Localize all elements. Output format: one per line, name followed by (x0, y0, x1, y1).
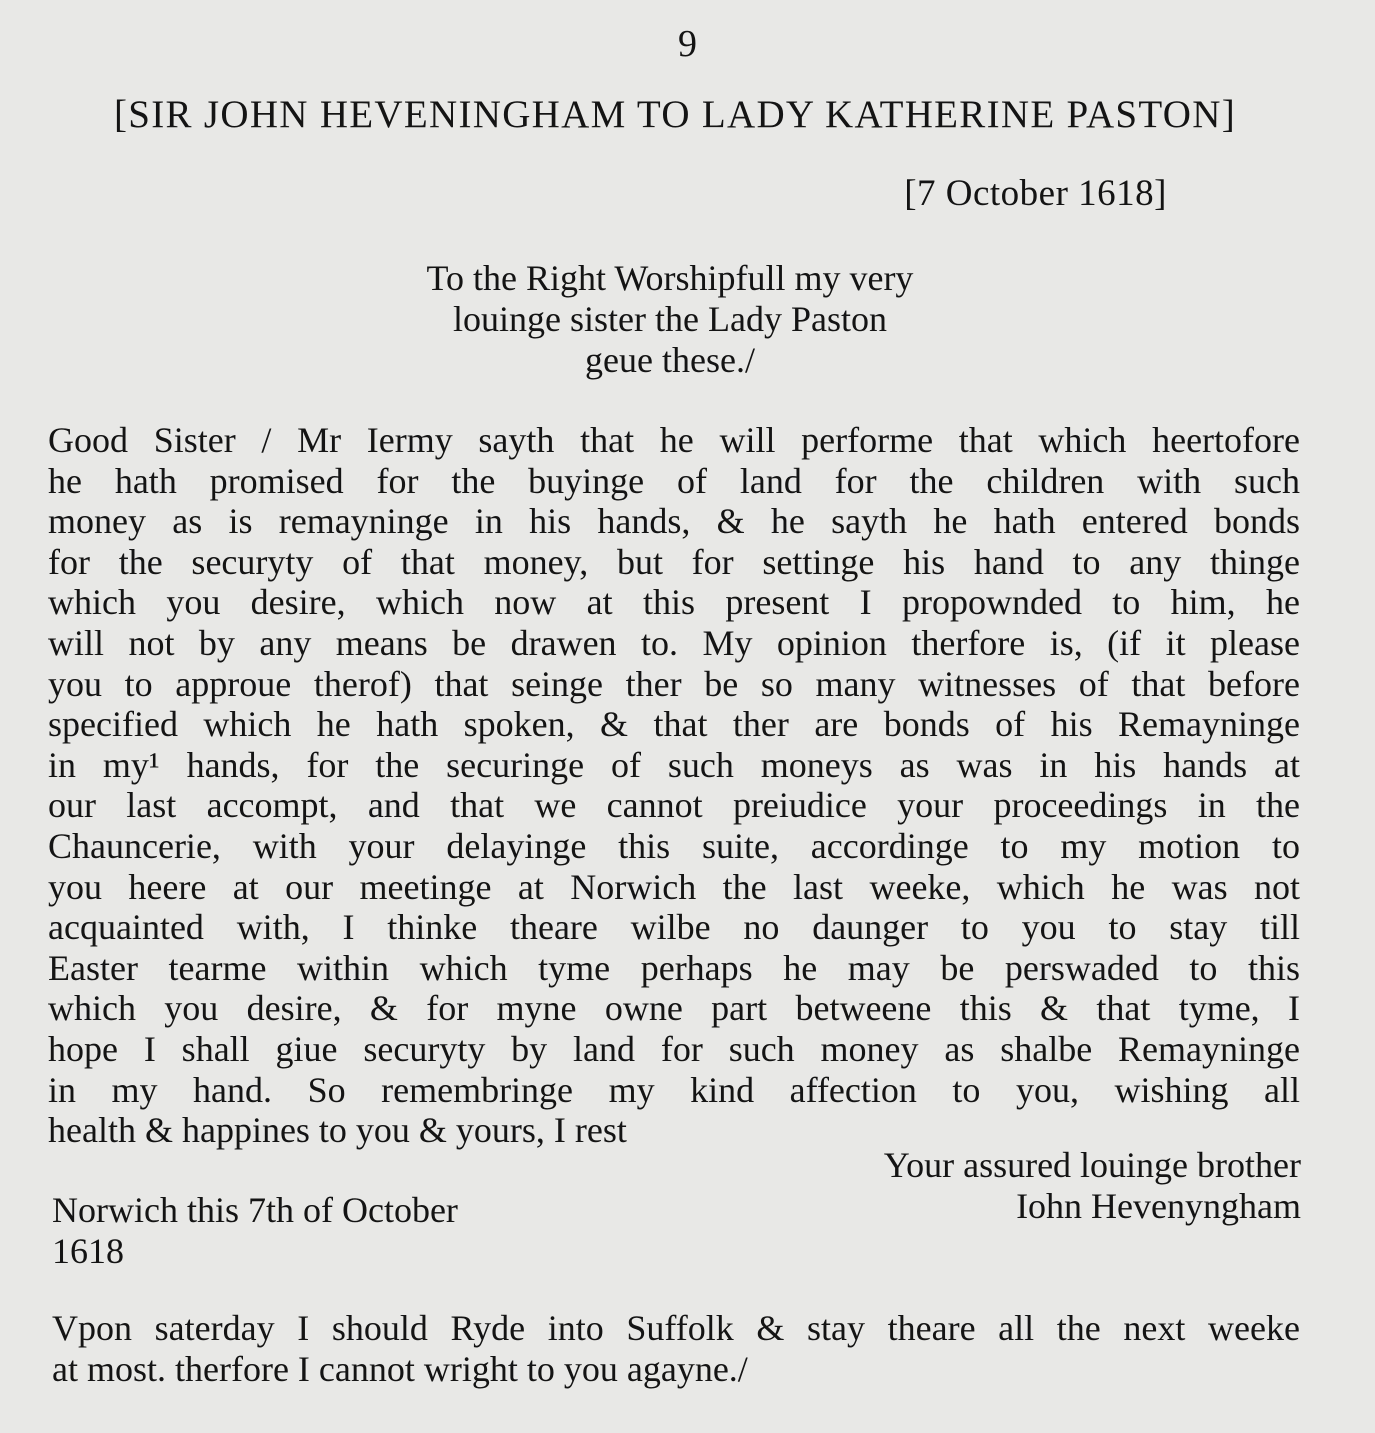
place-date-line: Norwich this 7th of October (52, 1190, 458, 1230)
closing-salutation: Your assured louinge brother (883, 1145, 1301, 1185)
signature: Iohn Hevenyngham (1016, 1186, 1301, 1226)
body-line: acquainted with, I thinke theare wilbe no daunger to you to stay till (48, 907, 1300, 948)
body-line: Easter tearme within which tyme perhaps he may be perswaded to this (48, 947, 1300, 988)
address-line: louinge sister the Lady Paston (453, 299, 887, 339)
body-line: you to approue therof) that seinge ther be so many witnesses of that before (48, 663, 1300, 704)
body-line: in my hand. So remembringe my kind affection to you, wishing all (48, 1069, 1300, 1110)
page-number: 9 (678, 23, 697, 65)
body-line: will not by any means be drawen to. My opinion therfore is, (if it please (48, 622, 1300, 663)
body-line: Good Sister / Mr Iermy sayth that he will performe that which heertofore (48, 420, 1300, 460)
letter-closing (884, 1145, 1301, 1227)
body-line: our last accompt, and that we cannot preiudice your proceedings in the (48, 785, 1300, 826)
body-line: which you desire, & for myne owne part betweene this & that tyme, I (48, 988, 1300, 1029)
body-line: health & happines to you & yours, I rest (48, 1110, 627, 1151)
letter-body (48, 420, 1300, 1151)
body-line: money as is remayninge in his hands, & he sayth he hath entered bonds (48, 501, 1300, 542)
address-line: geue these./ (585, 340, 755, 380)
postscript-line: Vpon saterday I should Ryde into Suffolk & stay theare all the next weeke (52, 1308, 1300, 1348)
body-line: hope I shall giue securyty by land for such money as shalbe Remayninge (48, 1028, 1300, 1069)
body-line: he hath promised for the buyinge of land for the children with such (48, 460, 1300, 501)
body-line: in my¹ hands, for the securinge of such moneys as was in his hands at (48, 744, 1300, 785)
body-line: specified which he hath spoken, & that ther are bonds of his Remayninge (48, 704, 1300, 745)
letter-heading: [SIR JOHN HEVENINGHAM TO LADY KATHERINE PASTON] (113, 93, 1237, 136)
letter-date: [7 October 1618] (904, 173, 1167, 214)
place-and-date (52, 1190, 458, 1272)
place-date-year: 1618 (52, 1231, 124, 1271)
postscript (52, 1308, 1300, 1390)
postscript-line: at most. therfore I cannot wright to you agayne./ (52, 1349, 748, 1389)
body-line: Chauncerie, with your delayinge this suite, accordinge to my motion to (48, 825, 1300, 866)
address-line: To the Right Worshipfull my very (426, 258, 914, 298)
letter-address (330, 258, 1010, 381)
body-line: for the securyty of that money, but for settinge his hand to any thinge (48, 541, 1300, 582)
body-line: which you desire, which now at this present I propownded to him, he (48, 582, 1300, 623)
body-line: you heere at our meetinge at Norwich the last weeke, which he was not (48, 866, 1300, 907)
